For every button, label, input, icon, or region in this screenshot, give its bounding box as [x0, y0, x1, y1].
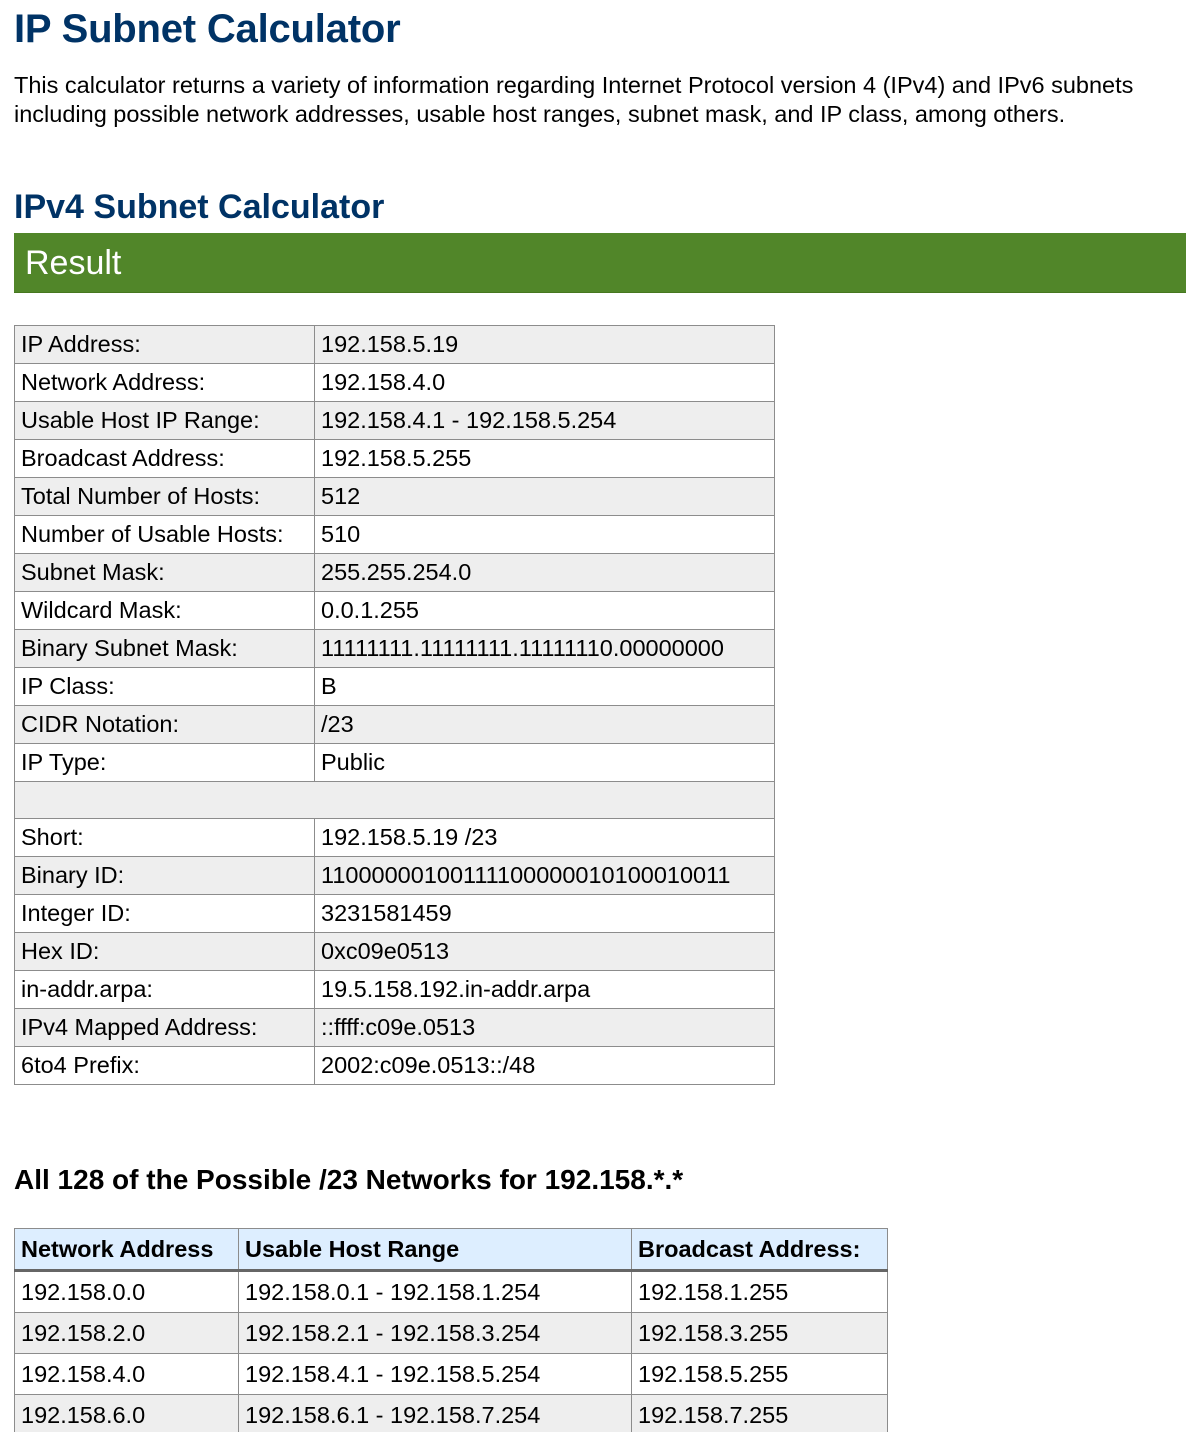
column-header-usable-host-range: Usable Host Range: [239, 1229, 632, 1271]
page-title: IP Subnet Calculator: [14, 7, 401, 51]
result-row-value: 255.255.254.0: [315, 554, 775, 592]
result-row-label: Hex ID:: [15, 933, 315, 971]
network-address-cell: 192.158.6.0: [15, 1395, 239, 1432]
result-row-label: Wildcard Mask:: [15, 592, 315, 630]
result-row: [15, 592, 775, 630]
result-row-label: Integer ID:: [15, 895, 315, 933]
network-address-cell: 192.158.0.0: [15, 1271, 239, 1313]
broadcast-address-cell: 192.158.3.255: [632, 1313, 888, 1354]
intro-paragraph: This calculator returns a variety of information regarding Internet Protocol version 4 (IPv4) and IPv6 subnets including possible network addresses, usable host ranges, subnet mask, and IP class, among others.: [14, 72, 1134, 127]
result-row: [15, 1047, 775, 1085]
result-row-value: 11111111.11111111.11111110.00000000: [315, 630, 775, 668]
result-row-label: Usable Host IP Range:: [15, 402, 315, 440]
result-row-value: 11000000100111100000010100010011: [315, 857, 775, 895]
networks-heading: All 128 of the Possible /23 Networks for 192.158.*.*: [14, 1164, 684, 1195]
result-row: [15, 440, 775, 478]
result-row: [15, 895, 775, 933]
result-row-label: Short:: [15, 819, 315, 857]
table-row: [15, 1395, 888, 1432]
result-row: [15, 971, 775, 1009]
result-row: [15, 554, 775, 592]
result-row-label: Binary ID:: [15, 857, 315, 895]
result-row-value: 192.158.4.1 - 192.158.5.254: [315, 402, 775, 440]
result-row: [15, 668, 775, 706]
result-row-value: 192.158.5.19 /23: [315, 819, 775, 857]
result-row-value: 0xc09e0513: [315, 933, 775, 971]
table-row: [15, 1354, 888, 1395]
result-separator-row: [15, 782, 775, 819]
result-row-value: 3231581459: [315, 895, 775, 933]
broadcast-address-cell: 192.158.7.255: [632, 1395, 888, 1432]
column-header-network-address: Network Address: [15, 1229, 239, 1271]
networks-table-header-row: [15, 1229, 888, 1271]
result-row-label: IPv4 Mapped Address:: [15, 1009, 315, 1047]
result-row-value: ::ffff:c09e.0513: [315, 1009, 775, 1047]
result-row: [15, 706, 775, 744]
result-label: Result: [25, 244, 122, 282]
result-row-label: Binary Subnet Mask:: [15, 630, 315, 668]
separator-cell: [15, 782, 775, 819]
network-address-cell: 192.158.2.0: [15, 1313, 239, 1354]
result-row-label: Total Number of Hosts:: [15, 478, 315, 516]
result-header-bar: [14, 233, 1186, 293]
result-row: [15, 478, 775, 516]
networks-table: [14, 1228, 888, 1432]
usable-host-range-cell: 192.158.2.1 - 192.158.3.254: [239, 1313, 632, 1354]
result-row-value: 192.158.5.19: [315, 326, 775, 364]
section-title: IPv4 Subnet Calculator: [14, 188, 385, 226]
result-row-label: in-addr.arpa:: [15, 971, 315, 1009]
table-row: [15, 1271, 888, 1313]
usable-host-range-cell: 192.158.4.1 - 192.158.5.254: [239, 1354, 632, 1395]
result-row: [15, 630, 775, 668]
result-table: [14, 325, 775, 1085]
result-row-value: 0.0.1.255: [315, 592, 775, 630]
result-row-value: 512: [315, 478, 775, 516]
result-row-value: 510: [315, 516, 775, 554]
result-row-value: Public: [315, 744, 775, 782]
result-row: [15, 857, 775, 895]
network-address-cell: 192.158.4.0: [15, 1354, 239, 1395]
result-row-label: CIDR Notation:: [15, 706, 315, 744]
result-row: [15, 1009, 775, 1047]
result-row-label: Number of Usable Hosts:: [15, 516, 315, 554]
broadcast-address-cell: 192.158.1.255: [632, 1271, 888, 1313]
result-row: [15, 516, 775, 554]
result-row-value: /23: [315, 706, 775, 744]
result-row-label: IP Class:: [15, 668, 315, 706]
broadcast-address-cell: 192.158.5.255: [632, 1354, 888, 1395]
result-row: [15, 933, 775, 971]
usable-host-range-cell: 192.158.6.1 - 192.158.7.254: [239, 1395, 632, 1432]
result-row-value: 2002:c09e.0513::/48: [315, 1047, 775, 1085]
result-row: [15, 402, 775, 440]
result-row-label: 6to4 Prefix:: [15, 1047, 315, 1085]
result-row-value: 19.5.158.192.in-addr.arpa: [315, 971, 775, 1009]
result-row-value: B: [315, 668, 775, 706]
result-row: [15, 819, 775, 857]
result-row-label: IP Address:: [15, 326, 315, 364]
result-row: [15, 744, 775, 782]
result-row: [15, 326, 775, 364]
result-row-label: Broadcast Address:: [15, 440, 315, 478]
result-row-value: 192.158.5.255: [315, 440, 775, 478]
result-row-label: IP Type:: [15, 744, 315, 782]
result-row-value: 192.158.4.0: [315, 364, 775, 402]
result-row-label: Subnet Mask:: [15, 554, 315, 592]
table-row: [15, 1313, 888, 1354]
column-header-broadcast-address: Broadcast Address:: [632, 1229, 888, 1271]
usable-host-range-cell: 192.158.0.1 - 192.158.1.254: [239, 1271, 632, 1313]
result-row: [15, 364, 775, 402]
result-row-label: Network Address:: [15, 364, 315, 402]
